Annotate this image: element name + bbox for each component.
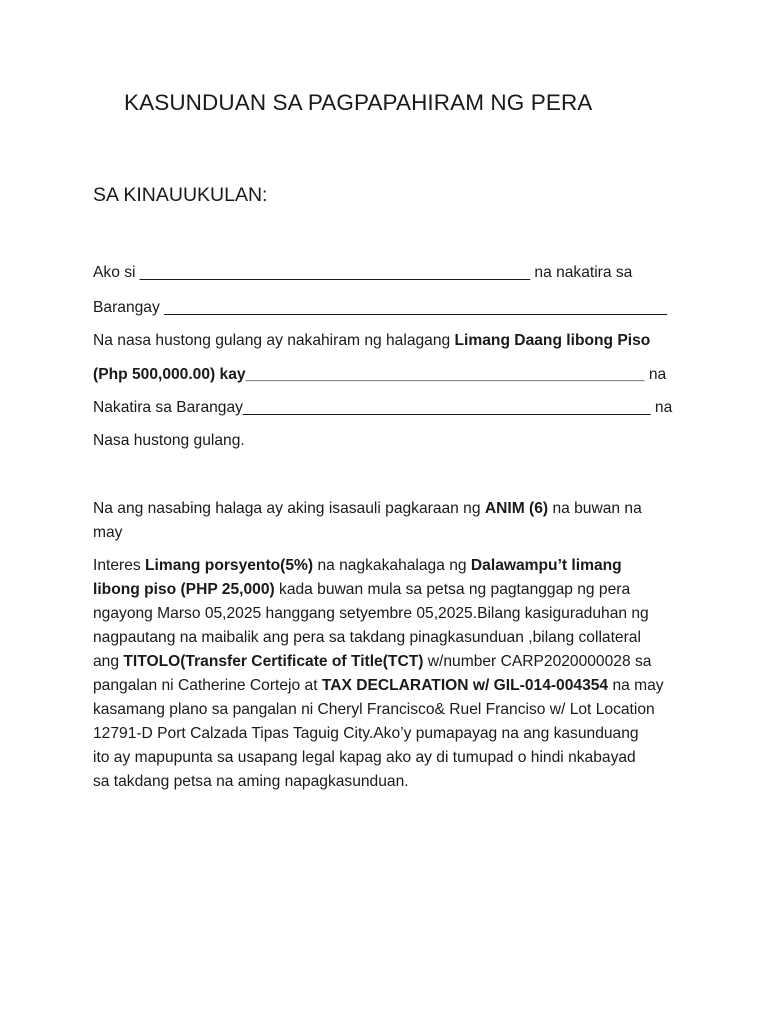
para-row: nagpautang na maibalik ang pera sa takdang pinagkasunduan ,bilang collateral xyxy=(93,629,641,646)
text: Na nasa hustong gulang ay nakahiram ng halagang xyxy=(93,332,455,349)
body-line-2 xyxy=(93,298,667,318)
para-row xyxy=(93,578,683,602)
name-blank: _____________________________________________ xyxy=(139,264,531,281)
amount-figure: (Php 500,000.00) kay xyxy=(93,366,246,383)
salutation: SA KINAUUKULAN: xyxy=(93,184,268,206)
interest-amount-figure: libong piso (PHP 25,000) xyxy=(93,581,275,598)
body-line-5 xyxy=(93,398,672,418)
text: w/number CARP2020000028 sa xyxy=(423,653,652,670)
para-row xyxy=(93,650,683,674)
text: na xyxy=(644,366,667,383)
text: na buwan na xyxy=(548,500,642,517)
body-line-3 xyxy=(93,331,650,351)
body-line-6 xyxy=(93,431,245,451)
para-row: sa takdang petsa na aming napagkasunduan. xyxy=(93,773,409,790)
para-row: 12791-D Port Calzada Tipas Taguig City.Ako’y pumapayag na ang kasunduang xyxy=(93,725,639,742)
text: Nasa hustong gulang. xyxy=(93,432,245,449)
text: Na ang nasabing halaga ay aking isasauli pagkaraan ng xyxy=(93,500,485,517)
repayment-paragraph xyxy=(93,497,683,545)
text: Interes xyxy=(93,557,146,574)
body-line-4 xyxy=(93,365,666,385)
title-document: TITOLO(Transfer Certificate of Title(TCT) xyxy=(123,653,424,670)
body-line-1 xyxy=(93,263,632,283)
text: ang xyxy=(93,653,124,670)
text: na may xyxy=(608,677,664,694)
text: na xyxy=(650,399,673,416)
document-title: KASUNDUAN SA PAGPAPAHIRAM NG PERA xyxy=(124,90,593,115)
text: na nakatira sa xyxy=(530,264,633,281)
tax-declaration: TAX DECLARATION w/ GIL-014-004354 xyxy=(321,677,609,694)
para-row xyxy=(93,554,683,578)
text: Barangay xyxy=(93,299,165,316)
interest-paragraph xyxy=(93,554,683,794)
amount-words: Limang Daang libong Piso xyxy=(454,332,651,349)
text: pangalan ni Catherine Cortejo at xyxy=(93,677,322,694)
lender-blank: ______________________________________________ xyxy=(245,366,645,383)
months-count: ANIM (6) xyxy=(484,500,549,517)
text: may xyxy=(93,524,123,541)
para-row: kasamang plano sa pangalan ni Cheryl Francisco& Ruel Franciso w/ Lot Location xyxy=(93,701,655,718)
text: kada buwan mula sa petsa ng pagtanggap ng pera xyxy=(274,581,631,598)
para-row xyxy=(93,674,683,698)
para-row: ito ay mapupunta sa usapang legal kapag ako ay di tumupad o hindi nkabayad xyxy=(93,749,636,766)
para-row: ngayong Marso 05,2025 hanggang setyembre 05,2025.Bilang kasiguraduhan ng xyxy=(93,605,649,622)
interest-amount-words: Dalawampu’t limang xyxy=(470,557,622,574)
barangay-blank: __________________________________________________________ xyxy=(164,299,668,316)
text: Nakatira sa Barangay xyxy=(93,399,243,416)
text: Ako si xyxy=(93,264,140,281)
lender-barangay-blank: _______________________________________________ xyxy=(242,399,651,416)
text: na nagkakahalaga ng xyxy=(313,557,471,574)
interest-rate: Limang porsyento(5%) xyxy=(145,557,314,574)
